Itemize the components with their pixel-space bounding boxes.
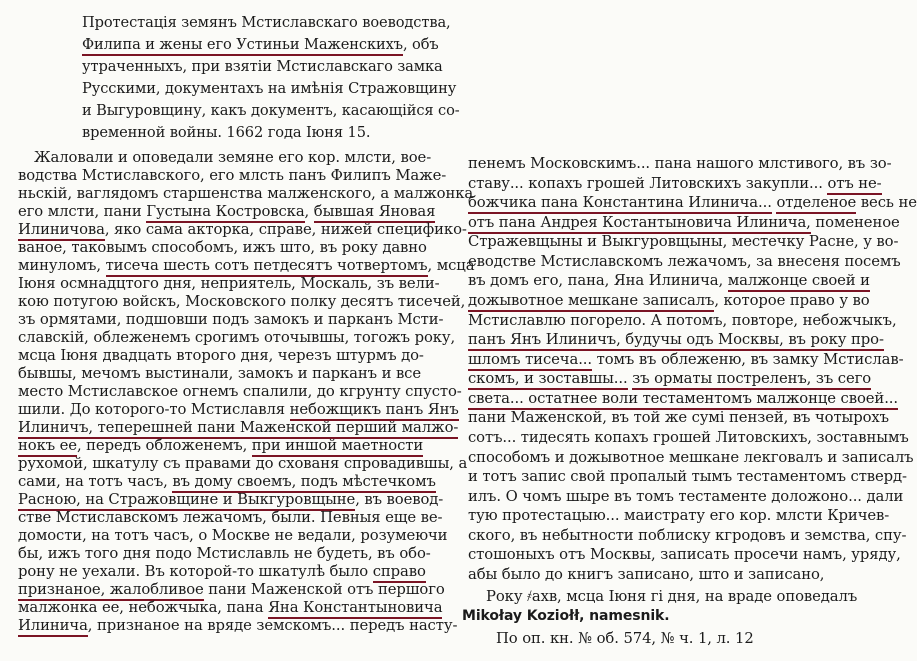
text-line: въ домъ его, пана, Яна Илинича, малжонце своей и xyxy=(468,272,870,290)
text-line: водства Мстиславского, его млсть панъ Филипъ Маже- xyxy=(18,167,447,184)
underline-mark: Филипа и жены его Устиньи Маженскихъ xyxy=(82,36,403,56)
text-line: рухомой, шкатулу съ правами до схованя спровадившы, а xyxy=(18,455,468,472)
header-line: Филипа и жены его Устиньи Маженскихъ, объ xyxy=(82,36,439,54)
text-line xyxy=(468,370,871,388)
underline-mark: небожщикъ панъ Янъ xyxy=(290,401,459,421)
underline-mark: панъ Янъ Илиничъ, будучы одъ Москвы, въ року про- xyxy=(468,331,884,351)
text-line: Стражевщыны и Выкгуровщыны, местечку Расне, у во- xyxy=(468,233,899,251)
header-line: Протестація земянъ Мстиславскаго воеводства, xyxy=(82,14,451,31)
underline-mark: справо xyxy=(373,563,426,583)
header-line: Русскими, документахъ на имѣнія Стражовщину xyxy=(82,80,457,97)
text-line: пенемъ Московскимъ... пана нашого млстивого, въ зо- xyxy=(468,155,892,172)
underline-mark: отъ пана Андрея Костантыновича Илинича, xyxy=(468,214,811,234)
text-line: сотъ... тидесять копахъ грошей Литовскихъ, зоставнымъ xyxy=(468,429,909,446)
underline-mark: нокъ ее xyxy=(18,437,77,457)
text-line: Расною, на Стражовщине и Выкгуровщыне, въ воевод- xyxy=(18,491,443,509)
text-line: Илиничова, яко сама акторка, справе, нижей специфико- xyxy=(18,221,467,239)
text-line: минуломъ, тисеча шесть сотъ петдесятъ чотвертомъ, мсца xyxy=(18,257,474,275)
text-line: стве Мстиславскомъ лежачомъ, были. Певныя еще ве- xyxy=(18,509,443,526)
text-line: ваное, таковымъ способомъ, ижъ што, въ року давно xyxy=(18,239,427,256)
text-line: ского, въ небытности поблиску кгродовъ и земства, спу- xyxy=(468,526,907,544)
closing-date-line: Року ҂ахв, мсца Іюня гі дня, на враде оповедалъ xyxy=(486,588,858,605)
text-line: домости, на тотъ часъ, о Москве не ведали, розумеючи xyxy=(18,527,448,544)
text-line: место Мстиславское огнемъ спалили, до кгрунту спусто- xyxy=(18,383,462,400)
text-line: славскій, облеженемъ срогимъ оточывшы, тогожъ року, xyxy=(18,329,456,346)
text-line xyxy=(18,419,458,437)
text-line: его млсти, пани Густына Костровска, бывшая Яновая xyxy=(18,203,435,221)
text-line: стошоныхъ отъ Москвы, записать просечи намъ, уряду, xyxy=(468,546,901,564)
underline-mark: Густына Костровска xyxy=(146,203,304,223)
underline-mark: отъ не- xyxy=(827,175,881,195)
text-line: Мстиславлю погорело. А потомъ, повторе, небожчыкъ, xyxy=(468,311,897,329)
underline-mark: Расною, на Стражовщине и Выкгуровщыне xyxy=(18,491,355,511)
text-line: мсца Іюня двадцать второго дня, черезъ штурмъ до- xyxy=(18,347,424,364)
header-line: и Выгуровщину, какъ документъ, касающійся со- xyxy=(82,102,460,119)
underline-mark: Яна Константыновича xyxy=(268,599,442,619)
text-line: бывшы, мечомъ выстинали, замокъ и парканъ и все xyxy=(18,365,422,382)
text-line: тую протестацыю... маистрату его кор. млсти Кричев- xyxy=(468,507,890,525)
text-line: дожывотное мешкане записалъ, которое право у во xyxy=(468,292,870,310)
underline-mark: въ дому своемъ, подъ мѣстечкомъ xyxy=(172,473,435,493)
text-line: абы было до книгъ записано, што и записано, xyxy=(468,566,825,583)
header-line: утраченныхъ, при взятіи Мстиславскаго замка xyxy=(82,58,443,75)
underline-mark: бывшая Яновая xyxy=(314,203,436,223)
text-line: рону не уехали. Въ которой-то шкатулѣ было справо xyxy=(18,563,426,581)
underline-mark: дожывотное мешкане записалъ xyxy=(468,292,714,312)
underline-mark: Илиничъ, теперешней пани Маженской перший малжо- xyxy=(18,419,458,439)
underline-mark: шломъ тисеча... xyxy=(468,351,592,371)
underline-mark: малжонце своей и xyxy=(728,272,870,292)
text-line: и тотъ запис свой пропалый тымъ тестаментомъ стверд- xyxy=(468,468,907,486)
underline-mark: признаное, жалобливое xyxy=(18,581,204,601)
text-line: кою потугою войскъ, Московского полку десятъ тисечей, xyxy=(18,293,466,310)
text-line: признаное, жалобливое пани Маженской отъ першого xyxy=(18,581,445,599)
underline-mark: скомъ, и зоставшы... xyxy=(468,370,628,390)
underline-mark: Илиничова xyxy=(18,221,105,241)
underline-mark: божчика пана Константина Илинича... xyxy=(468,194,772,214)
text-line: бы, ижъ того дня подо Мстиславль не будеть, въ обо- xyxy=(18,545,431,562)
text-line: шломъ тисеча... томъ въ облеженю, въ замку Мстислав- xyxy=(468,351,904,369)
header-line: временной войны. 1662 года Іюня 15. xyxy=(82,124,371,141)
underline-mark: зъ орматы постреленъ, зъ сего xyxy=(632,370,871,390)
text-line: илъ. О чомъ шыре въ томъ тестаменте доложоно... дали xyxy=(468,487,904,505)
text-line xyxy=(468,331,884,349)
underline-mark: отделеное xyxy=(776,194,856,214)
text-line: отъ пана Андрея Костантыновича Илинича, помененое xyxy=(468,214,900,232)
text-line: нокъ ее, передъ обложенемъ, при иншой маетности xyxy=(18,437,423,455)
text-line: сами, на тотъ часъ, въ дому своемъ, подъ мѣстечкомъ xyxy=(18,473,436,491)
text-line: зъ ормятами, подшовши подъ замокъ и парканъ Мсти- xyxy=(18,311,444,328)
underline-mark: света... остатнее воли тестаментомъ малжонце своей... xyxy=(468,390,898,410)
underline-mark: Илинича xyxy=(18,617,88,637)
underline-mark: при иншой маетности xyxy=(252,437,423,457)
source-reference: По оп. кн. № об. 574, № ч. 1, л. 12 xyxy=(496,630,754,647)
text-line: ньскій, вaглядомъ старшенства малженского, а малжонка xyxy=(18,185,474,202)
text-line: пани Маженской, въ той же сумі пензей, въ чотырохъ xyxy=(468,409,889,427)
text-line: ставу... копахъ грошей Литовскихъ закупли... отъ не- xyxy=(468,175,882,193)
text-line: еводстве Мстиславскомъ лежачомъ, за внесеня посемъ xyxy=(468,252,901,270)
text-line: божчика пана Константина Илинича... отделеное весь не xyxy=(468,194,917,212)
text-line: шили. До которого-то Мстиславля небожщикъ панъ Янъ xyxy=(18,401,459,419)
text-line: способомъ и дожывотное мешкане лекговалъ и записалъ xyxy=(468,448,914,466)
text-line xyxy=(468,390,898,408)
text-line: Іюня осмнадцтого дня, неприятель, Москаль, зъ вели- xyxy=(18,275,440,292)
text-line: Жаловали и оповедали земяне его кор. млсти, вое- xyxy=(34,149,432,166)
text-line: Илинича, признаное на вряде земскомъ... передъ насту- xyxy=(18,617,457,635)
text-line: малжонка ее, небожчыка, пана Яна Константыновича xyxy=(18,599,442,617)
underline-mark: тисеча шесть сотъ петдесятъ чотвертомъ xyxy=(106,257,428,277)
signature: Mikołay Koziołł, namesnik. xyxy=(462,608,670,624)
